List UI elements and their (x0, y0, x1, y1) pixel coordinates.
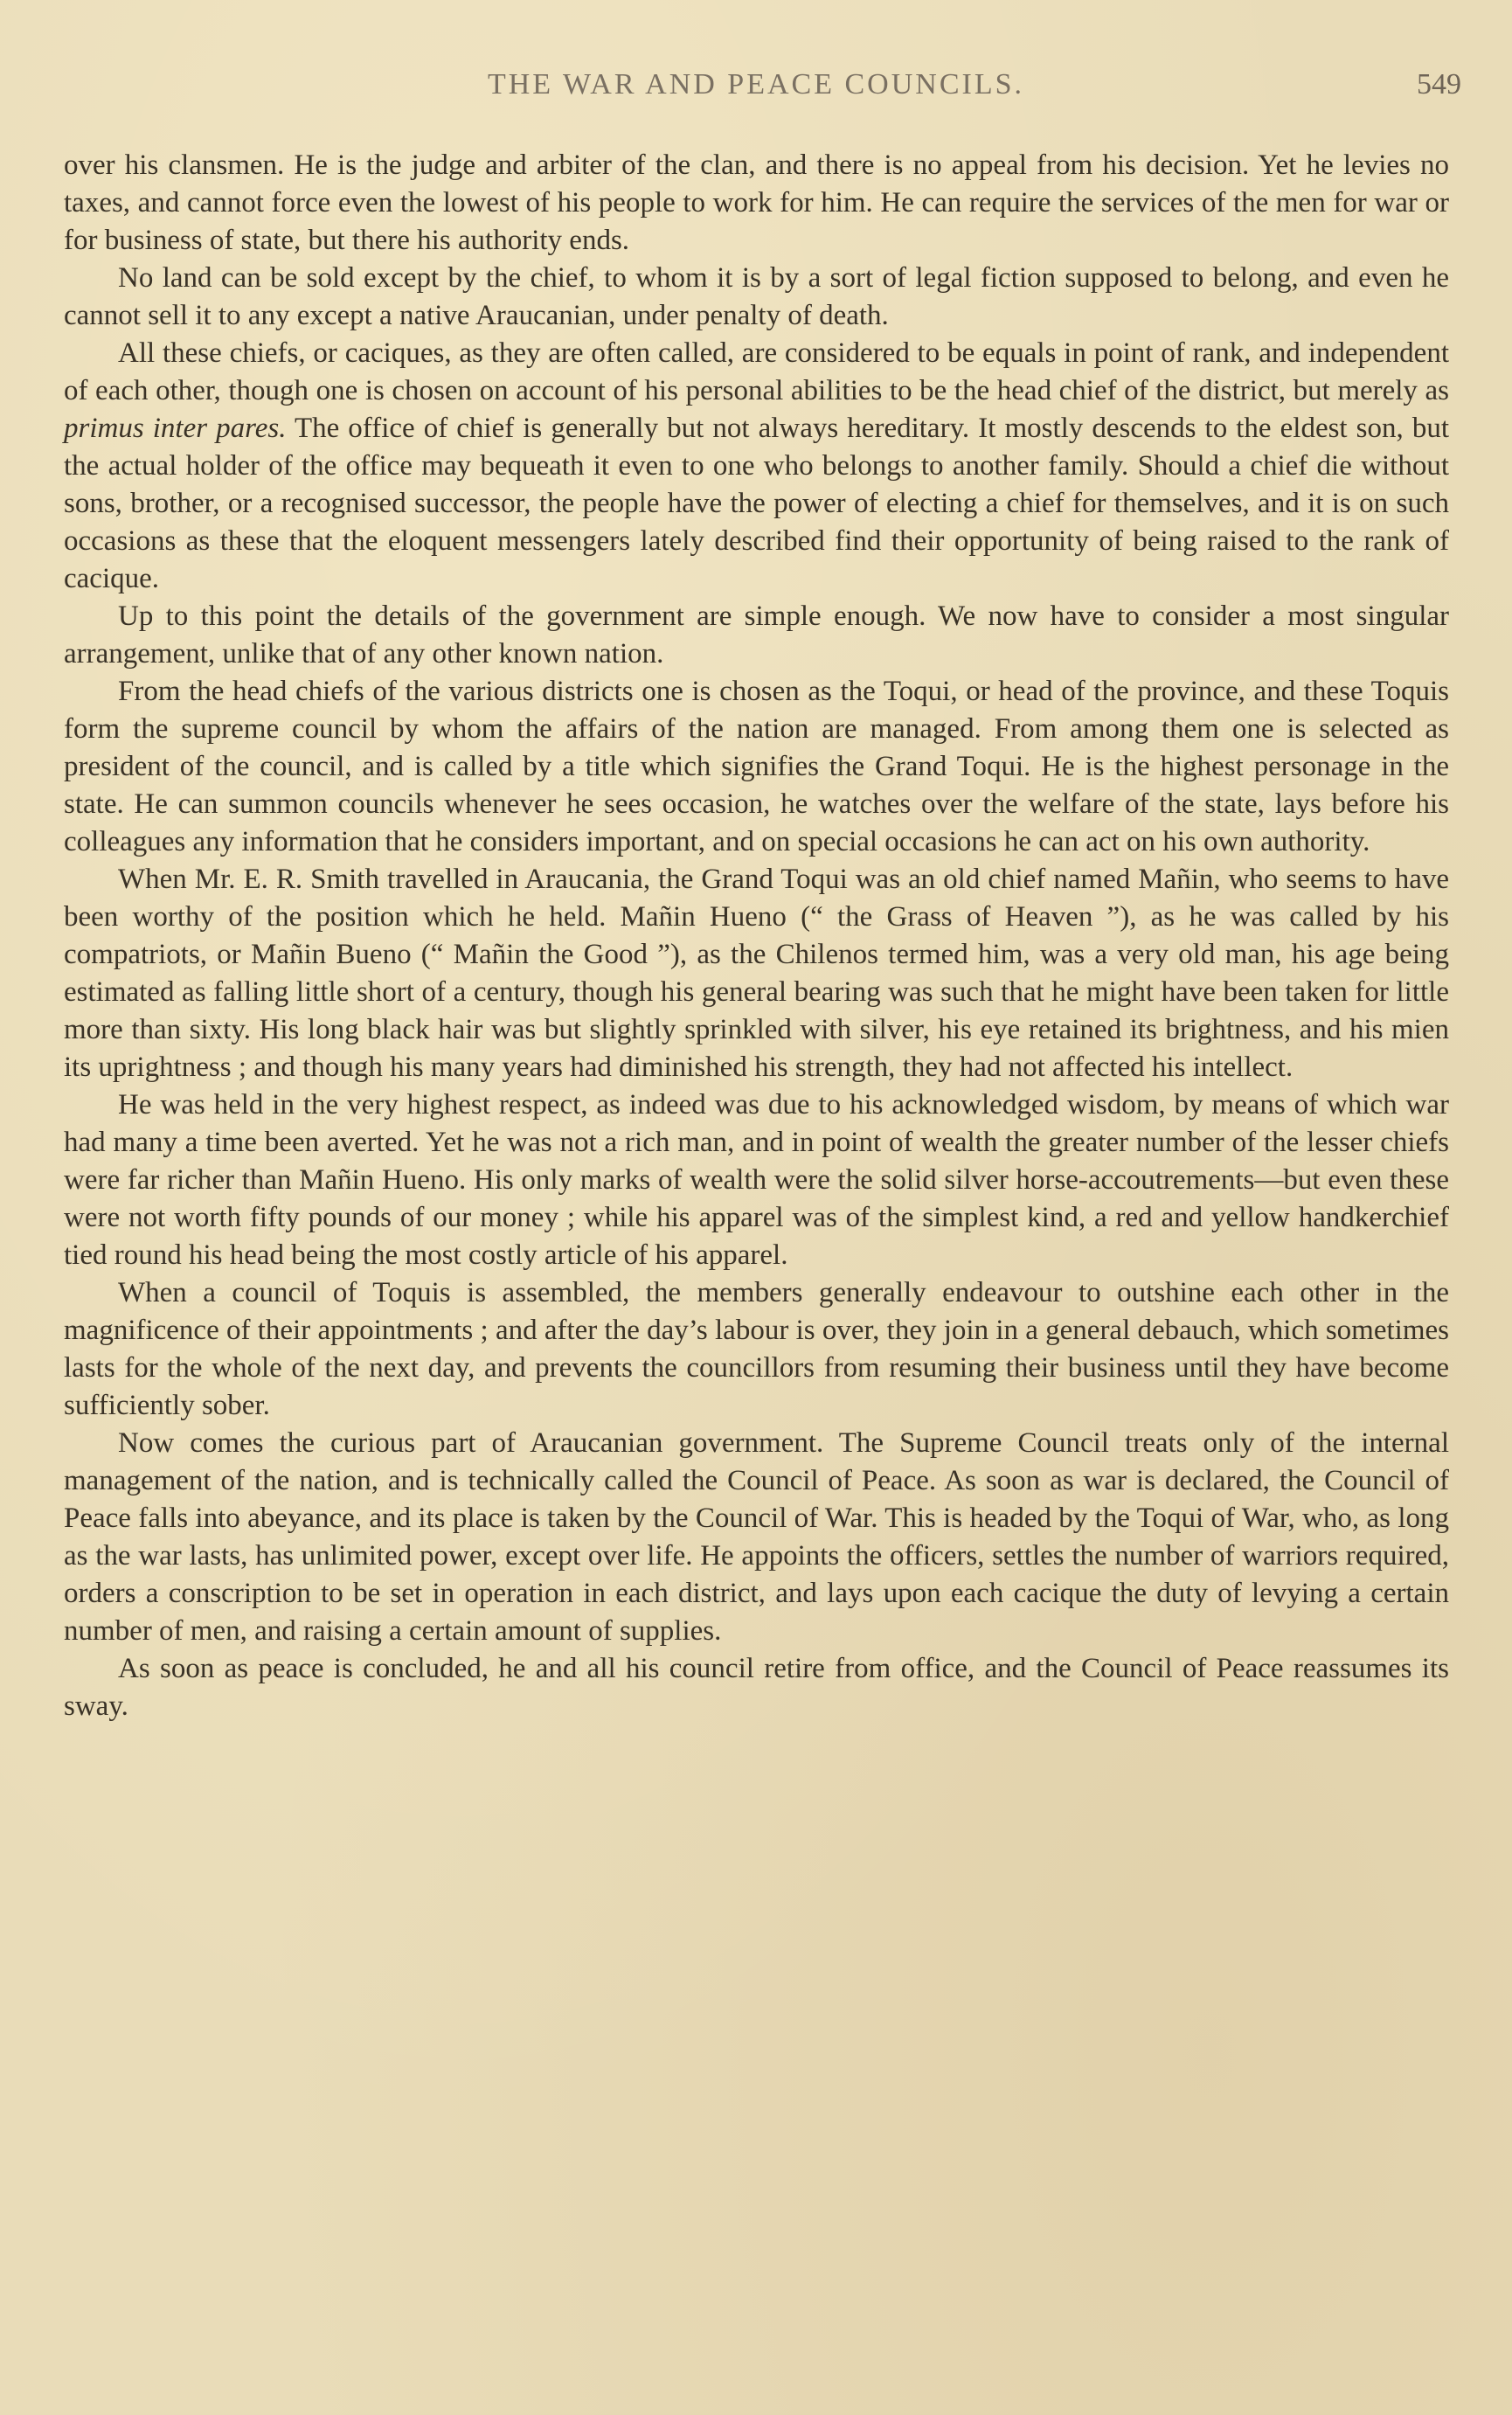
paragraph-3-text-after: The office of chief is generally but not always hereditary. It mostly descends to the eldest son, but the actual holder of the office may bequeath it even to one who belongs to another family. Should a chief die without sons, brother, or a recognised successor, the people have the power of electing a chief for themselves, and it is on such occasions as these that the eloquent messengers lately described find their opportunity of being raised to the rank of cacique. (64, 413, 1449, 594)
paragraph-3-text-before: All these chiefs, or caciques, as they are often called, are considered to be equals in point of rank, and independent of each other, though one is chosen on account of his personal abilities to be the head chief of the district, but merely as (64, 337, 1449, 406)
paragraph-3-latin-phrase: primus inter pares. (64, 413, 287, 444)
paragraph-2: No land can be sold except by the chief, to whom it is by a sort of legal fiction supposed to belong, and even he cannot sell it to any except a native Araucanian, under penalty of death. (64, 262, 1449, 331)
paragraph-5: From the head chiefs of the various districts one is chosen as the Toqui, or head of the province, and these Toquis form the supreme council by whom the affairs of the nation are managed. From among them one is selected as president of the council, and is called by a title which signifies the Grand Toqui. He is the highest personage in the state. He can summon councils whenever he sees occasion, he watches over the welfare of the state, lays before his colleagues any information that he considers important, and on special occasions he can act on his own authority. (64, 676, 1449, 857)
running-head (0, 68, 1512, 112)
paragraph-3 (64, 335, 1449, 598)
paragraph-7: He was held in the very highest respect, as indeed was due to his acknowledged wisdom, by means of which war had many a time been averted. Yet he was not a rich man, and in point of wealth the greater number of the lesser chiefs were far richer than Mañin Hueno. His only marks of wealth were the solid silver horse-accoutrements—but even these were not worth fifty pounds of our money ; while his apparel was of the simplest kind, a red and yellow handkerchief tied round his head being the most costly article of his apparel. (64, 1089, 1449, 1271)
paragraph-6: When Mr. E. R. Smith travelled in Araucania, the Grand Toqui was an old chief named Mañin, who seems to have been worthy of the position which he held. Mañin Hueno (“ the Grass of Heaven ”), as he was called by his compatriots, or Mañin Bueno (“ Mañin the Good ”), as the Chilenos termed him, was a very old man, his age being estimated as falling little short of a century, though his general bearing was such that he might have been taken for little more than sixty. His long black hair was but slightly sprinkled with silver, his eye retained its brightness, and his mien its uprightness ; and though his many years had diminished his strength, they had not affected his intellect. (64, 864, 1449, 1083)
paragraph-8: When a council of Toquis is assembled, the members generally endeavour to outshine each other in the magnificence of their appointments ; and after the day’s labour is over, they join in a general debauch, which sometimes lasts for the whole of the next day, and prevents the councillors from resuming their business until they have become sufficiently sober. (64, 1277, 1449, 1421)
running-title: THE WAR AND PEACE COUNCILS. (487, 68, 1024, 101)
paragraph-4: Up to this point the details of the government are simple enough. We now have to consider a most singular arrangement, unlike that of any other known nation. (64, 600, 1449, 670)
page-number: 549 (1417, 68, 1461, 101)
body-text (64, 147, 1449, 1725)
paragraph-9: Now comes the curious part of Araucanian government. The Supreme Council treats only of the internal management of the nation, and is technically called the Council of Peace. As soon as war is declared, the Council of Peace falls into abeyance, and its place is taken by the Council of War. This is headed by the Toqui of War, who, as long as the war lasts, has unlimited power, except over life. He appoints the officers, settles the number of warriors required, orders a conscription to be set in operation in each district, and lays upon each cacique the duty of levying a certain number of men, and raising a certain amount of supplies. (64, 1427, 1449, 1647)
paragraph-1: over his clansmen. He is the judge and arbiter of the clan, and there is no appeal from his decision. Yet he levies no taxes, and cannot force even the lowest of his people to work for him. He can require the services of the men for war or for business of state, but there his authority ends. (64, 149, 1449, 256)
paragraph-10: As soon as peace is concluded, he and all his council retire from office, and the Council of Peace reassumes its sway. (64, 1653, 1449, 1722)
